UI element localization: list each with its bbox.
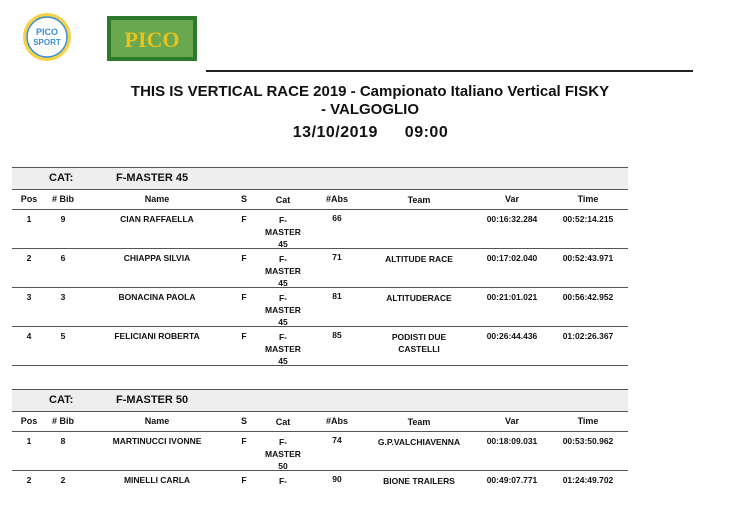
table-row bbox=[12, 432, 628, 471]
cell-pos: 2 bbox=[26, 475, 32, 485]
page-title bbox=[80, 83, 660, 119]
cell-pos: 2 bbox=[26, 253, 32, 263]
cell-var: 00:17:02.040 bbox=[486, 253, 538, 263]
cell-var: 00:49:07.771 bbox=[486, 475, 538, 485]
pico-sport-logo bbox=[22, 12, 72, 62]
category-header bbox=[12, 389, 628, 412]
category-name: F-MASTER 45 bbox=[116, 172, 189, 184]
cell-s: F bbox=[241, 436, 247, 446]
pico-brand-logo bbox=[107, 16, 197, 61]
cell-s: F bbox=[241, 292, 247, 302]
cat-line-1: F- bbox=[278, 293, 288, 303]
table-row bbox=[12, 210, 628, 249]
logo-pico-text: PICO bbox=[124, 27, 180, 52]
table-row bbox=[12, 249, 628, 288]
category-name: F-MASTER 50 bbox=[116, 394, 189, 406]
category-header bbox=[12, 167, 628, 190]
cell-abs: 81 bbox=[332, 291, 342, 301]
col-s: S bbox=[240, 416, 247, 426]
cell-time: 00:52:43.971 bbox=[562, 253, 614, 263]
cell-s: F bbox=[241, 214, 247, 224]
cell-name: CIAN RAFFAELLA bbox=[120, 214, 194, 224]
cell-abs: 71 bbox=[332, 252, 342, 262]
logo-text-line1: PICO bbox=[35, 27, 59, 37]
col-team: Team bbox=[407, 417, 431, 427]
table-row bbox=[12, 288, 628, 327]
column-header-row bbox=[12, 190, 628, 210]
cell-name: MINELLI CARLA bbox=[123, 475, 191, 485]
cell-name: CHIAPPA SILVIA bbox=[123, 253, 191, 263]
cell-time: 00:53:50.962 bbox=[562, 436, 614, 446]
cell-abs: 90 bbox=[332, 474, 342, 484]
team-line-1: ALTITUDE RACE bbox=[385, 254, 453, 264]
cell-team bbox=[364, 475, 474, 487]
category-label: CAT: bbox=[49, 172, 74, 184]
cell-bib: 2 bbox=[60, 475, 66, 485]
team-line-1: BIONE TRAILERS bbox=[383, 476, 455, 486]
cell-team bbox=[364, 331, 474, 355]
cell-bib: 8 bbox=[60, 436, 66, 446]
col-cat: Cat bbox=[275, 417, 291, 427]
cat-line-1: F- bbox=[278, 254, 288, 264]
cat-line-1: F- bbox=[278, 332, 288, 342]
cell-time: 01:02:26.367 bbox=[562, 331, 614, 341]
col-pos: Pos bbox=[20, 416, 38, 426]
header-divider bbox=[206, 70, 693, 72]
cell-name: MARTINUCCI IVONNE bbox=[112, 436, 202, 446]
team-line-1: G.P.VALCHIAVENNA bbox=[377, 437, 461, 447]
cell-time: 00:52:14.215 bbox=[562, 214, 614, 224]
team-line-1: PODISTI DUE bbox=[391, 332, 447, 342]
category-label: CAT: bbox=[49, 394, 74, 406]
title-line-1: THIS IS VERTICAL RACE 2019 - Campionato Italiano Vertical FISKY bbox=[130, 83, 610, 100]
cell-bib: 3 bbox=[60, 292, 66, 302]
cell-time: 00:56:42.952 bbox=[562, 292, 614, 302]
cell-team bbox=[364, 214, 474, 226]
cell-pos: 1 bbox=[26, 436, 32, 446]
col-name: Name bbox=[144, 194, 170, 204]
cat-line-1: F- bbox=[278, 437, 288, 447]
col-time: Time bbox=[577, 194, 599, 204]
cell-cat bbox=[258, 292, 308, 328]
cell-bib: 5 bbox=[60, 331, 66, 341]
cell-s: F bbox=[241, 331, 247, 341]
cell-time: 01:24:49.702 bbox=[562, 475, 614, 485]
col-s: S bbox=[240, 194, 247, 204]
cell-pos: 4 bbox=[26, 331, 32, 341]
cell-bib: 6 bbox=[60, 253, 66, 263]
cell-cat bbox=[258, 214, 308, 250]
logo-text-line2: SPORT bbox=[33, 38, 61, 47]
cell-pos: 3 bbox=[26, 292, 32, 302]
cell-team bbox=[364, 436, 474, 448]
cell-cat bbox=[258, 436, 308, 472]
cat-line-3: 45 bbox=[278, 317, 288, 327]
col-var: Var bbox=[504, 194, 519, 204]
cat-line-3: 45 bbox=[278, 278, 288, 288]
cat-line-1: F- bbox=[278, 215, 288, 225]
race-datetime bbox=[0, 124, 741, 142]
col-cat: Cat bbox=[275, 195, 291, 205]
col-pos: Pos bbox=[20, 194, 38, 204]
cell-var: 00:21:01.021 bbox=[486, 292, 538, 302]
cat-line-2: MASTER bbox=[265, 227, 301, 237]
cat-line-2: MASTER bbox=[265, 266, 301, 276]
cell-pos: 1 bbox=[26, 214, 32, 224]
cell-cat bbox=[258, 475, 308, 487]
table-row bbox=[12, 327, 628, 366]
cell-name: FELICIANI ROBERTA bbox=[114, 331, 200, 341]
cat-line-2: MASTER bbox=[265, 344, 301, 354]
col-abs: #Abs bbox=[325, 416, 348, 426]
table-row bbox=[12, 471, 628, 509]
team-line-2: CASTELLI bbox=[398, 344, 440, 354]
cat-line-2: MASTER bbox=[265, 449, 301, 459]
col-name: Name bbox=[144, 416, 170, 426]
cell-abs: 66 bbox=[332, 213, 342, 223]
col-time: Time bbox=[577, 416, 599, 426]
cell-cat bbox=[258, 253, 308, 289]
cell-abs: 74 bbox=[332, 435, 342, 445]
cell-team bbox=[364, 292, 474, 304]
category-section bbox=[12, 389, 628, 509]
race-date: 13/10/2019 bbox=[292, 124, 378, 141]
col-var: Var bbox=[504, 416, 519, 426]
column-header-row bbox=[12, 412, 628, 432]
col-team: Team bbox=[407, 195, 431, 205]
title-line-2: - VALGOGLIO bbox=[320, 101, 420, 118]
race-time: 09:00 bbox=[404, 124, 449, 141]
cell-s: F bbox=[241, 253, 247, 263]
cell-var: 00:26:44.436 bbox=[486, 331, 538, 341]
cell-team bbox=[364, 253, 474, 265]
cat-line-3: 50 bbox=[278, 461, 288, 471]
cell-name: BONACINA PAOLA bbox=[118, 292, 196, 302]
cat-line-2: MASTER bbox=[265, 305, 301, 315]
cat-line-3: 45 bbox=[278, 356, 288, 366]
cat-line-1: F- bbox=[278, 476, 288, 486]
cat-line-3: 45 bbox=[278, 239, 288, 249]
cell-abs: 85 bbox=[332, 330, 342, 340]
col-abs: #Abs bbox=[325, 194, 348, 204]
cell-s: F bbox=[241, 475, 247, 485]
team-line-1: ALTITUDERACE bbox=[386, 293, 452, 303]
category-section bbox=[12, 167, 628, 366]
cell-var: 00:16:32.284 bbox=[486, 214, 538, 224]
col-bib: # Bib bbox=[51, 194, 74, 204]
col-bib: # Bib bbox=[51, 416, 74, 426]
cell-cat bbox=[258, 331, 308, 367]
cell-bib: 9 bbox=[60, 214, 66, 224]
cell-var: 00:18:09.031 bbox=[486, 436, 538, 446]
